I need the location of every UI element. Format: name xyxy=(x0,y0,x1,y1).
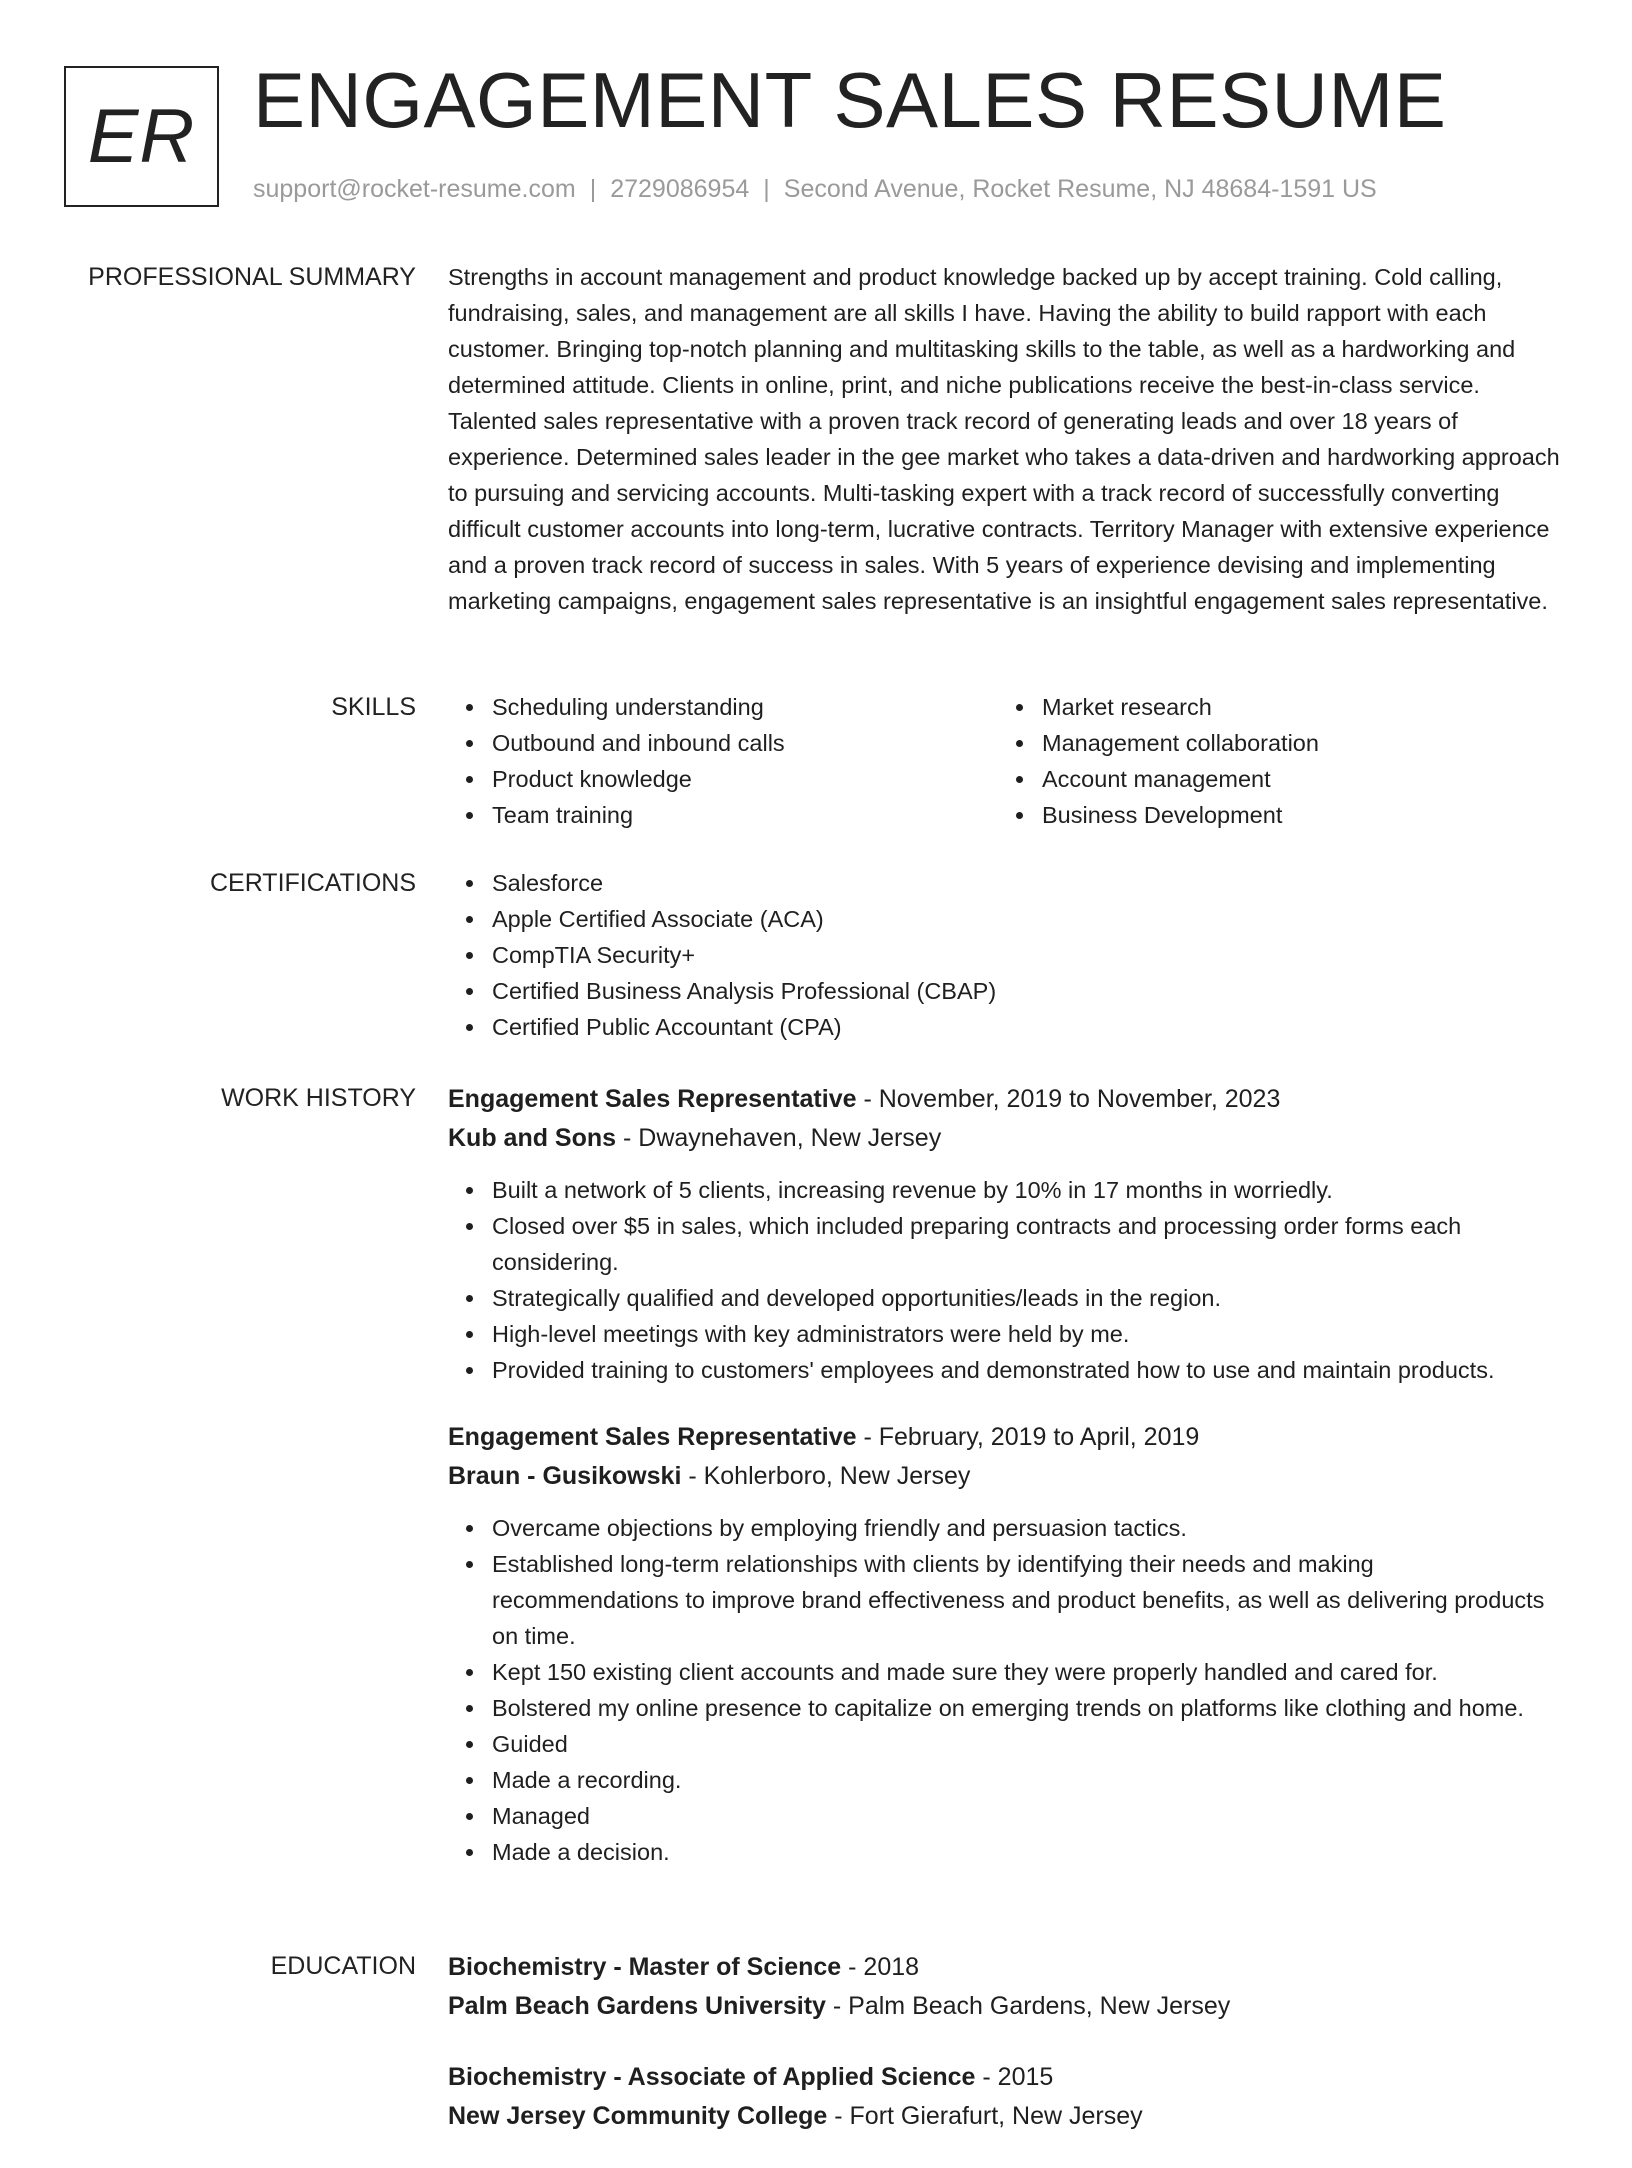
job-bullet: Overcame objections by employing friendly and persuasion tactics. xyxy=(492,1510,1566,1546)
summary-text: Strengths in account management and product knowledge backed up by accept training. Cold calling, fundraising, sales, and management are all skills I have. Having the ability to build rapport with each customer. Bringing top-notch planning and multitasking skills to the table, as well as a hardworking and determined attitude. Clients in online, print, and niche publications receive the best-in-class service. Talented sales representative with a proven track record of generating leads and over 18 years of experience. Determined sales leader in the gee market who takes a data-driven and hardworking approach to pursuing and servicing accounts. Multi-tasking expert with a track record of successfully converting difficult customer accounts into long-term, lucrative contracts. Territory Manager with extensive experience and a proven track record of success in sales. With 5 years of experience devising and implementing marketing campaigns, engagement sales representative is an insightful engagement sales representative. xyxy=(448,264,1560,614)
skill-item: Outbound and inbound calls xyxy=(492,725,998,761)
job-bullets xyxy=(448,1510,1566,1870)
education-school: Palm Beach Gardens University xyxy=(448,1992,826,2020)
skills-list-right xyxy=(998,689,1548,833)
job-bullet: Bolstered my online presence to capitalize on emerging trends on platforms like clothing and home. xyxy=(492,1690,1566,1726)
certification-item: Certified Business Analysis Professional (CBAP) xyxy=(492,973,1566,1009)
job-bullet: High-level meetings with key administrators were held by me. xyxy=(492,1316,1566,1352)
resume-title: ENGAGEMENT SALES RESUME xyxy=(253,56,1447,144)
job-bullet: Provided training to customers' employees and demonstrated how to use and maintain products. xyxy=(492,1352,1566,1388)
job-bullet: Closed over $5 in sales, which included preparing contracts and processing order forms each considering. xyxy=(492,1208,1566,1280)
education-degree-line xyxy=(448,1948,1566,1987)
work-history-body xyxy=(448,1080,1566,1900)
job-bullet: Managed xyxy=(492,1798,1566,1834)
certification-item: Certified Public Accountant (CPA) xyxy=(492,1009,1566,1045)
job-entry xyxy=(448,1080,1566,1388)
contact-phone: 2729086954 xyxy=(610,175,750,203)
job-title: Engagement Sales Representative xyxy=(448,1423,857,1451)
contact-line xyxy=(253,175,1377,204)
education-degree-line xyxy=(448,2058,1566,2097)
education-heading: EDUCATION xyxy=(270,1952,416,1980)
contact-separator: | xyxy=(589,175,597,203)
job-company: Braun - Gusikowski xyxy=(448,1462,682,1490)
job-entry xyxy=(448,1418,1566,1870)
skill-item: Team training xyxy=(492,797,998,833)
education-location: - Fort Gierafurt, New Jersey xyxy=(827,2102,1143,2130)
skill-item: Management collaboration xyxy=(1042,725,1548,761)
job-bullet: Made a recording. xyxy=(492,1762,1566,1798)
skill-item: Account management xyxy=(1042,761,1548,797)
education-school: New Jersey Community College xyxy=(448,2102,828,2130)
skill-item: Product knowledge xyxy=(492,761,998,797)
education-degree: Biochemistry - Master of Science xyxy=(448,1953,842,1981)
education-entry xyxy=(448,2058,1566,2136)
job-bullet: Strategically qualified and developed opportunities/leads in the region. xyxy=(492,1280,1566,1316)
education-year: - 2015 xyxy=(975,2063,1054,2091)
certifications-list xyxy=(448,865,1566,1045)
job-company: Kub and Sons xyxy=(448,1124,617,1152)
monogram-logo: ER xyxy=(64,66,219,207)
education-year: - 2018 xyxy=(841,1953,920,1981)
job-company-line xyxy=(448,1457,1566,1496)
job-title-line xyxy=(448,1418,1566,1457)
certification-item: CompTIA Security+ xyxy=(492,937,1566,973)
job-dates: - November, 2019 to November, 2023 xyxy=(856,1085,1281,1113)
summary-body xyxy=(448,259,1566,619)
job-bullet: Kept 150 existing client accounts and made sure they were properly handled and cared for. xyxy=(492,1654,1566,1690)
job-location: - Dwaynehaven, New Jersey xyxy=(616,1124,942,1152)
education-location: - Palm Beach Gardens, New Jersey xyxy=(825,1992,1231,2020)
job-bullet: Made a decision. xyxy=(492,1834,1566,1870)
skill-item: Business Development xyxy=(1042,797,1548,833)
skill-item: Market research xyxy=(1042,689,1548,725)
certification-item: Apple Certified Associate (ACA) xyxy=(492,901,1566,937)
job-title-line xyxy=(448,1080,1566,1119)
job-title: Engagement Sales Representative xyxy=(448,1085,857,1113)
job-company-line xyxy=(448,1119,1566,1158)
contact-email: support@rocket-resume.com xyxy=(253,175,576,203)
job-bullet: Guided xyxy=(492,1726,1566,1762)
job-bullets xyxy=(448,1172,1566,1388)
education-degree: Biochemistry - Associate of Applied Science xyxy=(448,2063,976,2091)
certifications-heading: CERTIFICATIONS xyxy=(209,869,416,897)
education-entry xyxy=(448,1948,1566,2026)
job-location: - Kohlerboro, New Jersey xyxy=(681,1462,971,1490)
education-school-line xyxy=(448,2097,1566,2136)
certification-item: Salesforce xyxy=(492,865,1566,901)
job-bullet: Established long-term relationships with clients by identifying their needs and making recommendations to improve brand effectiveness and product benefits, as well as delivering products on time. xyxy=(492,1546,1566,1654)
skills-list-left xyxy=(448,689,998,833)
summary-heading: PROFESSIONAL SUMMARY xyxy=(88,263,416,291)
skills-body xyxy=(448,689,1566,833)
skill-item: Scheduling understanding xyxy=(492,689,998,725)
skills-heading: SKILLS xyxy=(331,693,416,721)
skills-grid xyxy=(448,689,1566,833)
education-school-line xyxy=(448,1987,1566,2026)
job-bullet: Built a network of 5 clients, increasing revenue by 10% in 17 months in worriedly. xyxy=(492,1172,1566,1208)
education-body xyxy=(448,1948,1566,2168)
contact-address: Second Avenue, Rocket Resume, NJ 48684-1591 US xyxy=(783,175,1377,203)
contact-separator: | xyxy=(763,175,770,203)
work-history-heading: WORK HISTORY xyxy=(221,1084,416,1112)
job-dates: - February, 2019 to April, 2019 xyxy=(856,1423,1200,1451)
certifications-body xyxy=(448,865,1566,1045)
